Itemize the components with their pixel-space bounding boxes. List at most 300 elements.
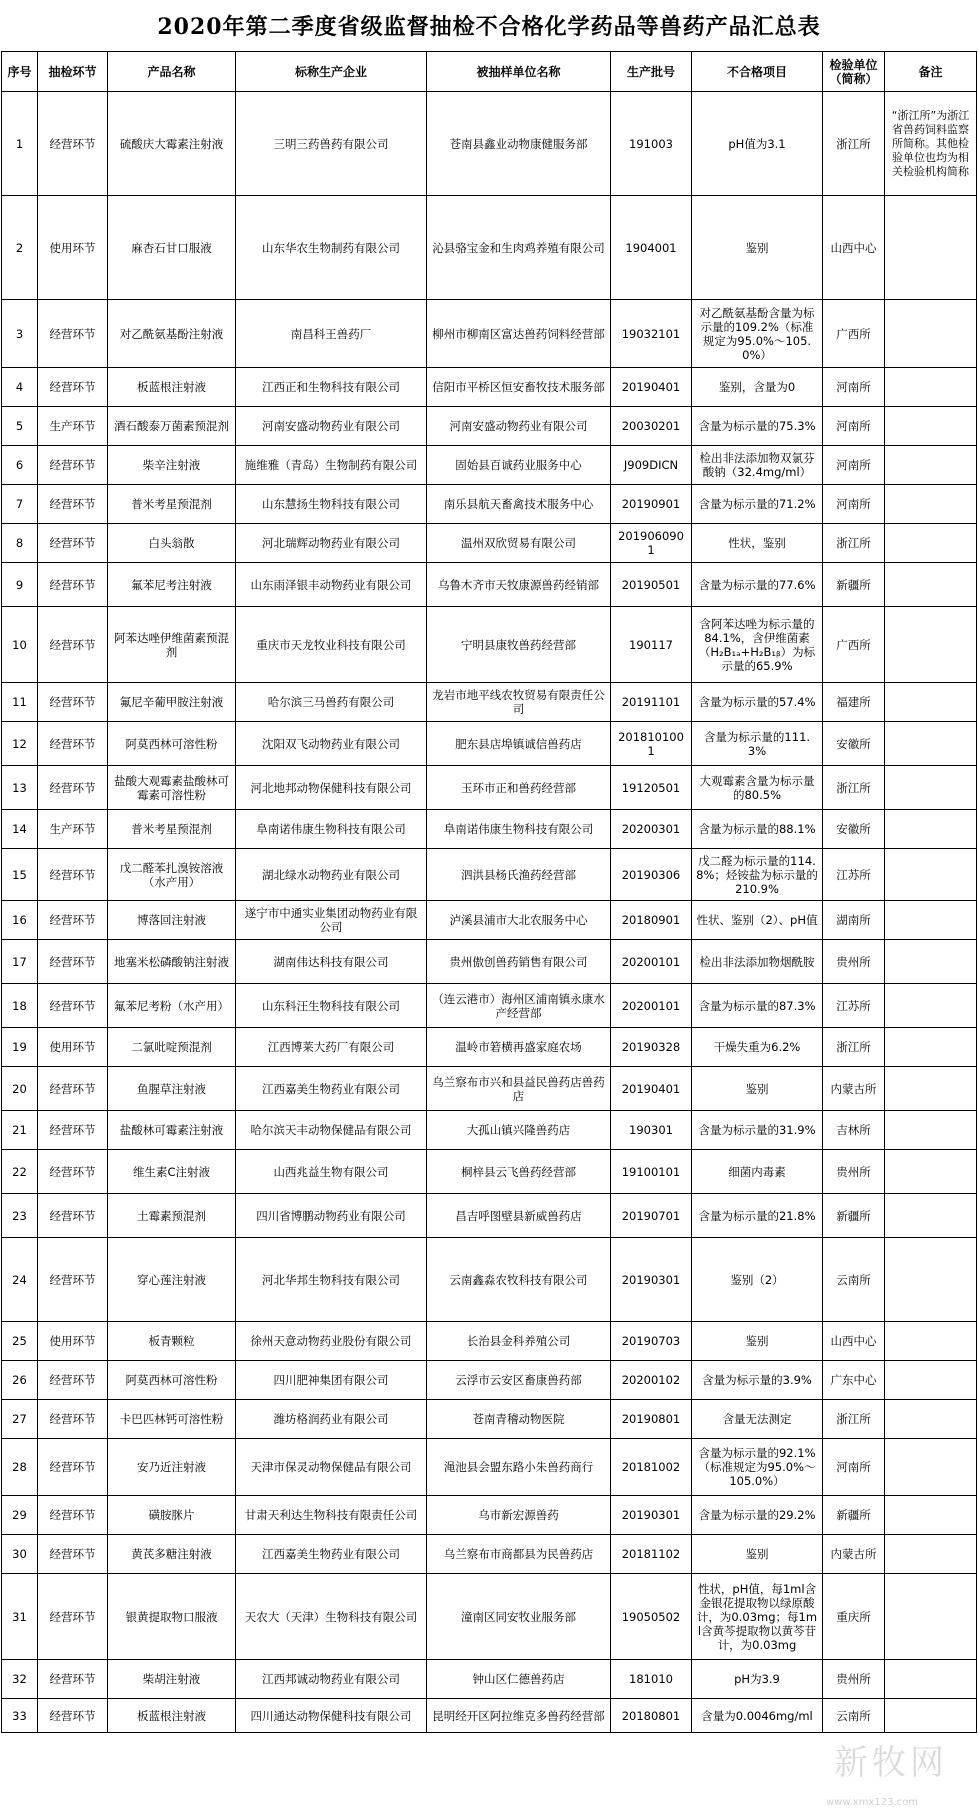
cell-no: 11 [2, 683, 38, 722]
cell-sampled: 大孤山镇兴隆兽药店 [427, 1111, 611, 1150]
cell-product: 氟苯尼考注射液 [108, 563, 236, 607]
page-title: 2020年第二季度省级监督抽检不合格化学药品等兽药产品汇总表 [157, 14, 821, 40]
cell-no: 23 [2, 1194, 38, 1238]
cell-lab: 河南所 [823, 485, 885, 524]
cell-sampled: 苍南青稽动物医院 [427, 1400, 611, 1439]
cell-stage: 经营环节 [38, 485, 108, 524]
watermark-url: www.xmx123.com [826, 1797, 918, 1808]
cell-maker: 哈尔滨三马兽药有限公司 [236, 683, 427, 722]
cell-maker: 江西邦诚动物药业有限公司 [236, 1660, 427, 1699]
cell-remark [885, 1496, 977, 1535]
cell-product: 氟苯尼考粉（水产用） [108, 984, 236, 1028]
cell-maker: 江西嘉美生物药业有限公司 [236, 1067, 427, 1111]
cell-no: 28 [2, 1439, 38, 1496]
cell-remark [885, 984, 977, 1028]
cell-lab: 云南所 [823, 1699, 885, 1733]
cell-no: 10 [2, 607, 38, 683]
cell-no: 4 [2, 368, 38, 407]
cell-item: 含量为标示量的71.2% [692, 485, 823, 524]
cell-no: 27 [2, 1400, 38, 1439]
cell-batch: 20190703 [611, 1322, 692, 1361]
cell-maker: 山东科汪生物科技有限公司 [236, 984, 427, 1028]
header-no: 序号 [2, 52, 38, 92]
table-row [2, 1238, 977, 1322]
cell-lab: 贵州所 [823, 1150, 885, 1194]
cell-sampled: （连云港市）海州区浦南镇永康水产经营部 [427, 984, 611, 1028]
cell-stage: 经营环节 [38, 1361, 108, 1400]
cell-maker: 潍坊格润药业有限公司 [236, 1400, 427, 1439]
cell-lab: 江苏所 [823, 984, 885, 1028]
cell-maker: 施维雅（青岛）生物制药有限公司 [236, 446, 427, 485]
cell-batch: 20190401 [611, 368, 692, 407]
cell-stage: 使用环节 [38, 1322, 108, 1361]
cell-sampled: 龙岩市地平线农牧贸易有限责任公司 [427, 683, 611, 722]
cell-product: 氟尼辛葡甲胺注射液 [108, 683, 236, 722]
cell-lab: 安徽所 [823, 722, 885, 766]
table-row [2, 984, 977, 1028]
cell-sampled: 昆明经开区阿拉维克多兽药经营部 [427, 1699, 611, 1733]
cell-lab: 贵州所 [823, 940, 885, 984]
cell-product: 麻杏石甘口服液 [108, 196, 236, 300]
cell-item: 对乙酰氨基酚含量为标示量的109.2%（标准规定为95.0%～105.0%） [692, 300, 823, 368]
cell-maker: 江西博莱大药厂有限公司 [236, 1028, 427, 1067]
cell-product: 戊二醛苯扎溴铵溶液（水产用） [108, 849, 236, 901]
table-row [2, 1574, 977, 1660]
table-row [2, 940, 977, 984]
cell-sampled: 桐梓县云飞兽药经营部 [427, 1150, 611, 1194]
cell-maker: 河南安盛动物药业有限公司 [236, 407, 427, 446]
cell-maker: 河北瑞辉动物药业有限公司 [236, 524, 427, 563]
cell-maker: 四川省博鹏动物药业有限公司 [236, 1194, 427, 1238]
cell-lab: 云南所 [823, 1238, 885, 1322]
table-row [2, 1699, 977, 1733]
cell-remark [885, 524, 977, 563]
cell-batch: 20180901 [611, 901, 692, 940]
cell-maker: 山东慧扬生物科技有限公司 [236, 485, 427, 524]
cell-stage: 经营环节 [38, 1067, 108, 1111]
cell-stage: 经营环节 [38, 368, 108, 407]
cell-batch: 19032101 [611, 300, 692, 368]
cell-maker: 甘肃天利达生物科技有限责任公司 [236, 1496, 427, 1535]
table-row [2, 1361, 977, 1400]
cell-product: 阿莫西林可溶性粉 [108, 1361, 236, 1400]
cell-stage: 经营环节 [38, 446, 108, 485]
cell-no: 20 [2, 1067, 38, 1111]
table-row [2, 607, 977, 683]
cell-sampled: 渑池县会盟东路小朱兽药商行 [427, 1439, 611, 1496]
cell-item: 性状、鉴别（2）、pH值 [692, 901, 823, 940]
cell-item: 检出非法添加物烟酰胺 [692, 940, 823, 984]
cell-batch: 19100101 [611, 1150, 692, 1194]
cell-maker: 天津市保灵动物保健品有限公司 [236, 1439, 427, 1496]
cell-item: 鉴别 [692, 196, 823, 300]
cell-remark [885, 1361, 977, 1400]
cell-maker: 山东华农生物制药有限公司 [236, 196, 427, 300]
cell-sampled: 南乐县航天畜禽技术服务中心 [427, 485, 611, 524]
cell-stage: 经营环节 [38, 683, 108, 722]
cell-remark [885, 722, 977, 766]
cell-product: 黄芪多糖注射液 [108, 1535, 236, 1574]
table-row [2, 1660, 977, 1699]
cell-batch: 2019060901 [611, 524, 692, 563]
cell-sampled: 乌兰察布市兴和县益民兽药店兽药店 [427, 1067, 611, 1111]
table-row [2, 810, 977, 849]
cell-sampled: 柳州市柳南区富达兽药饲料经营部 [427, 300, 611, 368]
cell-item: 含量无法测定 [692, 1400, 823, 1439]
cell-maker: 重庆市天龙牧业科技有限公司 [236, 607, 427, 683]
cell-stage: 经营环节 [38, 92, 108, 196]
cell-maker: 山西兆益生物有限公司 [236, 1150, 427, 1194]
cell-remark [885, 300, 977, 368]
cell-remark [885, 1238, 977, 1322]
cell-stage: 经营环节 [38, 849, 108, 901]
cell-product: 卡巴匹林钙可溶性粉 [108, 1400, 236, 1439]
cell-stage: 经营环节 [38, 1496, 108, 1535]
header-lab: 检验单位（简称） [823, 52, 885, 92]
cell-lab: 福建所 [823, 683, 885, 722]
cell-no: 3 [2, 300, 38, 368]
cell-no: 9 [2, 563, 38, 607]
table-row [2, 368, 977, 407]
cell-batch: 20190306 [611, 849, 692, 901]
cell-lab: 贵州所 [823, 1660, 885, 1699]
cell-sampled: 云浮市云安区畜康兽药部 [427, 1361, 611, 1400]
cell-sampled: 玉环市正和兽药经营部 [427, 766, 611, 810]
cell-maker: 江西嘉美生物药业有限公司 [236, 1535, 427, 1574]
cell-item: 细菌内毒素 [692, 1150, 823, 1194]
cell-batch: 20200101 [611, 940, 692, 984]
cell-maker: 哈尔滨天丰动物保健品有限公司 [236, 1111, 427, 1150]
cell-lab: 广西所 [823, 300, 885, 368]
cell-maker: 河北地邦动物保健科技有限公司 [236, 766, 427, 810]
cell-lab: 山西中心 [823, 196, 885, 300]
cell-no: 12 [2, 722, 38, 766]
cell-stage: 经营环节 [38, 1699, 108, 1733]
header-remark: 备注 [885, 52, 977, 92]
cell-product: 板蓝根注射液 [108, 368, 236, 407]
cell-batch: 20190901 [611, 485, 692, 524]
cell-lab: 河南所 [823, 446, 885, 485]
cell-product: 普米考星预混剂 [108, 485, 236, 524]
cell-remark [885, 485, 977, 524]
table-row [2, 407, 977, 446]
cell-item: pH值为3.1 [692, 92, 823, 196]
table-row [2, 849, 977, 901]
cell-batch: 20190301 [611, 1496, 692, 1535]
cell-batch: 1904001 [611, 196, 692, 300]
cell-lab: 浙江所 [823, 92, 885, 196]
cell-stage: 经营环节 [38, 1660, 108, 1699]
cell-remark [885, 1111, 977, 1150]
cell-no: 17 [2, 940, 38, 984]
cell-no: 25 [2, 1322, 38, 1361]
cell-item: 含量为标示量的88.1% [692, 810, 823, 849]
cell-sampled: 苍南县鑫业动物康健服务部 [427, 92, 611, 196]
cell-stage: 经营环节 [38, 1194, 108, 1238]
cell-maker: 河北华邦生物科技有限公司 [236, 1238, 427, 1322]
cell-item: 含量为标示量的75.3% [692, 407, 823, 446]
cell-maker: 徐州天意动物药业股份有限公司 [236, 1322, 427, 1361]
cell-no: 6 [2, 446, 38, 485]
cell-item: 鉴别（2） [692, 1238, 823, 1322]
cell-remark [885, 1699, 977, 1733]
cell-lab: 河南所 [823, 1439, 885, 1496]
cell-stage: 经营环节 [38, 984, 108, 1028]
cell-item: 大观霉素含量为标示量的80.5% [692, 766, 823, 810]
cell-no: 24 [2, 1238, 38, 1322]
table-row [2, 1439, 977, 1496]
cell-product: 硫酸庆大霉素注射液 [108, 92, 236, 196]
cell-batch: 19120501 [611, 766, 692, 810]
cell-sampled: 泸溪县浦市大北农服务中心 [427, 901, 611, 940]
cell-stage: 经营环节 [38, 1439, 108, 1496]
cell-sampled: 沁县骆宝金和生肉鸡养殖有限公司 [427, 196, 611, 300]
cell-stage: 经营环节 [38, 524, 108, 563]
cell-remark [885, 1150, 977, 1194]
cell-product: 阿苯达唑伊维菌素预混剂 [108, 607, 236, 683]
cell-item: 含量为标示量的57.4% [692, 683, 823, 722]
table-row [2, 300, 977, 368]
cell-lab: 新疆所 [823, 1194, 885, 1238]
cell-stage: 经营环节 [38, 1574, 108, 1660]
cell-stage: 经营环节 [38, 901, 108, 940]
cell-sampled: 泗洪县杨氏渔药经营部 [427, 849, 611, 901]
cell-no: 2 [2, 196, 38, 300]
cell-sampled: 钟山区仁德兽药店 [427, 1660, 611, 1699]
cell-no: 7 [2, 485, 38, 524]
cell-remark [885, 1660, 977, 1699]
table-row [2, 1322, 977, 1361]
table-row [2, 1111, 977, 1150]
cell-remark [885, 1028, 977, 1067]
cell-stage: 经营环节 [38, 1111, 108, 1150]
cell-batch: 20190501 [611, 563, 692, 607]
cell-product: 对乙酰氨基酚注射液 [108, 300, 236, 368]
cell-no: 13 [2, 766, 38, 810]
table-row [2, 766, 977, 810]
cell-no: 21 [2, 1111, 38, 1150]
cell-no: 19 [2, 1028, 38, 1067]
cell-stage: 经营环节 [38, 1150, 108, 1194]
cell-sampled: 温州双欣贸易有限公司 [427, 524, 611, 563]
cell-batch: 191003 [611, 92, 692, 196]
cell-sampled: 河南安盛动物药业有限公司 [427, 407, 611, 446]
cell-maker: 湖南伟达科技有限公司 [236, 940, 427, 984]
table-header-row [2, 52, 977, 92]
cell-lab: 浙江所 [823, 524, 885, 563]
cell-lab: 湖南所 [823, 901, 885, 940]
cell-lab: 山西中心 [823, 1322, 885, 1361]
cell-no: 16 [2, 901, 38, 940]
cell-no: 14 [2, 810, 38, 849]
cell-batch: 20181102 [611, 1535, 692, 1574]
cell-remark [885, 766, 977, 810]
cell-sampled: 信阳市平桥区恒安畜牧技术服务部 [427, 368, 611, 407]
cell-stage: 使用环节 [38, 1028, 108, 1067]
cell-no: 18 [2, 984, 38, 1028]
cell-stage: 经营环节 [38, 563, 108, 607]
cell-batch: 20190401 [611, 1067, 692, 1111]
cell-product: 普米考星预混剂 [108, 810, 236, 849]
cell-batch: 190301 [611, 1111, 692, 1150]
cell-product: 安乃近注射液 [108, 1439, 236, 1496]
cell-item: 含阿苯达唑为标示量的84.1%，含伊维菌素（H₂B₁ₐ+H₂B₁ᵦ）为标示量的65.9% [692, 607, 823, 683]
cell-lab: 浙江所 [823, 766, 885, 810]
cell-batch: 20190328 [611, 1028, 692, 1067]
cell-maker: 山东雨泽银丰动物药业有限公司 [236, 563, 427, 607]
cell-no: 32 [2, 1660, 38, 1699]
cell-product: 鱼腥草注射液 [108, 1067, 236, 1111]
cell-sampled: 固始县百诚药业服务中心 [427, 446, 611, 485]
cell-item: 含量为标示量的3.9% [692, 1361, 823, 1400]
cell-no: 5 [2, 407, 38, 446]
table-row [2, 563, 977, 607]
cell-product: 柴胡注射液 [108, 1660, 236, 1699]
cell-batch: 20190801 [611, 1400, 692, 1439]
cell-item: 戊二醛为标示量的114.8%；烃铵盐为标示量的210.9% [692, 849, 823, 901]
cell-remark [885, 940, 977, 984]
cell-lab: 内蒙古所 [823, 1535, 885, 1574]
cell-no: 31 [2, 1574, 38, 1660]
cell-item: 鉴别 [692, 1067, 823, 1111]
cell-batch: 20191101 [611, 683, 692, 722]
table-row [2, 1496, 977, 1535]
cell-stage: 经营环节 [38, 722, 108, 766]
cell-maker: 江西正和生物科技有限公司 [236, 368, 427, 407]
table-row [2, 485, 977, 524]
cell-item: 鉴别 [692, 1535, 823, 1574]
cell-item: 含量为标示量的31.9% [692, 1111, 823, 1150]
cell-sampled: 贵州傲创兽药销售有限公司 [427, 940, 611, 984]
table-row [2, 683, 977, 722]
cell-product: 磺胺脒片 [108, 1496, 236, 1535]
cell-item: 检出非法添加物双氯芬酸钠（32.4mg/ml） [692, 446, 823, 485]
cell-stage: 经营环节 [38, 766, 108, 810]
watermark-logo: 新牧网 [834, 1743, 948, 1783]
cell-item: 含量为标示量的29.2% [692, 1496, 823, 1535]
cell-batch: 20200101 [611, 984, 692, 1028]
cell-item: 含量为标示量的111.3% [692, 722, 823, 766]
header-product: 产品名称 [108, 52, 236, 92]
cell-product: 穿心莲注射液 [108, 1238, 236, 1322]
cell-stage: 经营环节 [38, 300, 108, 368]
cell-sampled: 乌兰察布市商都县为民兽药店 [427, 1535, 611, 1574]
cell-maker: 湖北绿水动物药业有限公司 [236, 849, 427, 901]
cell-remark [885, 368, 977, 407]
cell-lab: 广西所 [823, 607, 885, 683]
cell-remark [885, 1535, 977, 1574]
table-row [2, 1400, 977, 1439]
cell-batch: 20200301 [611, 810, 692, 849]
cell-maker: 阜南诺伟康生物科技有限公司 [236, 810, 427, 849]
cell-remark [885, 446, 977, 485]
cell-no: 33 [2, 1699, 38, 1733]
cell-sampled: 宁明县康牧兽药经营部 [427, 607, 611, 683]
cell-batch: 181010 [611, 1660, 692, 1699]
cell-product: 板蓝根注射液 [108, 1699, 236, 1733]
cell-maker: 沈阳双飞动物药业有限公司 [236, 722, 427, 766]
cell-no: 26 [2, 1361, 38, 1400]
cell-product: 白头翁散 [108, 524, 236, 563]
cell-batch: 20190301 [611, 1238, 692, 1322]
cell-sampled: 乌鲁木齐市天牧康源兽药经销部 [427, 563, 611, 607]
cell-batch: J909DICN [611, 446, 692, 485]
cell-no: 8 [2, 524, 38, 563]
cell-sampled: 昌吉呼图壁县新威兽药店 [427, 1194, 611, 1238]
cell-maker: 四川通达动物保健科技有限公司 [236, 1699, 427, 1733]
cell-maker: 三明三药兽药有限公司 [236, 92, 427, 196]
cell-lab: 河南所 [823, 368, 885, 407]
cell-product: 银黄提取物口服液 [108, 1574, 236, 1660]
cell-lab: 河南所 [823, 407, 885, 446]
cell-batch: 20030201 [611, 407, 692, 446]
cell-lab: 新疆所 [823, 563, 885, 607]
cell-lab: 吉林所 [823, 1111, 885, 1150]
cell-remark [885, 810, 977, 849]
cell-product: 酒石酸泰万菌素预混剂 [108, 407, 236, 446]
table-row [2, 1067, 977, 1111]
table-row [2, 524, 977, 563]
cell-item: 含量为标示量的92.1%（标准规定为95.0%～105.0%） [692, 1439, 823, 1496]
cell-remark [885, 196, 977, 300]
header-item: 不合格项目 [692, 52, 823, 92]
cell-lab: 重庆所 [823, 1574, 885, 1660]
cell-stage: 经营环节 [38, 1535, 108, 1574]
cell-item: 干燥失重为6.2% [692, 1028, 823, 1067]
product-table [1, 51, 977, 1733]
cell-sampled: 长治县金科养殖公司 [427, 1322, 611, 1361]
cell-remark [885, 1574, 977, 1660]
cell-lab: 江苏所 [823, 849, 885, 901]
cell-item: 含量为标示量的21.8% [692, 1194, 823, 1238]
cell-product: 二氯吡啶预混剂 [108, 1028, 236, 1067]
table-row [2, 1535, 977, 1574]
cell-batch: 20181002 [611, 1439, 692, 1496]
cell-product: 博落回注射液 [108, 901, 236, 940]
header-batch: 生产批号 [611, 52, 692, 92]
cell-product: 土霉素预混剂 [108, 1194, 236, 1238]
cell-item: 性状，鉴别 [692, 524, 823, 563]
cell-remark [885, 683, 977, 722]
cell-stage: 经营环节 [38, 607, 108, 683]
cell-lab: 浙江所 [823, 1400, 885, 1439]
table-row [2, 446, 977, 485]
cell-no: 1 [2, 92, 38, 196]
cell-item: pH为3.9 [692, 1660, 823, 1699]
cell-remark [885, 1067, 977, 1111]
header-maker: 标称生产企业 [236, 52, 427, 92]
cell-product: 阿莫西林可溶性粉 [108, 722, 236, 766]
cell-item: 鉴别 [692, 1322, 823, 1361]
cell-stage: 生产环节 [38, 407, 108, 446]
cell-remark [885, 1439, 977, 1496]
cell-stage: 经营环节 [38, 940, 108, 984]
table-row [2, 722, 977, 766]
cell-no: 22 [2, 1150, 38, 1194]
table-row [2, 1194, 977, 1238]
cell-batch: 19050502 [611, 1574, 692, 1660]
cell-remark [885, 607, 977, 683]
cell-lab: 安徽所 [823, 810, 885, 849]
cell-remark [885, 1400, 977, 1439]
cell-remark [885, 1194, 977, 1238]
cell-item: 性状，pH值，每1ml含金银花提取物以绿原酸计，为0.03mg；每1ml含黄芩提取物以黄芩苷计，为0.03mg [692, 1574, 823, 1660]
cell-batch: 20180801 [611, 1699, 692, 1733]
cell-batch: 20200102 [611, 1361, 692, 1400]
table-row [2, 901, 977, 940]
cell-no: 29 [2, 1496, 38, 1535]
cell-lab: 浙江所 [823, 1028, 885, 1067]
